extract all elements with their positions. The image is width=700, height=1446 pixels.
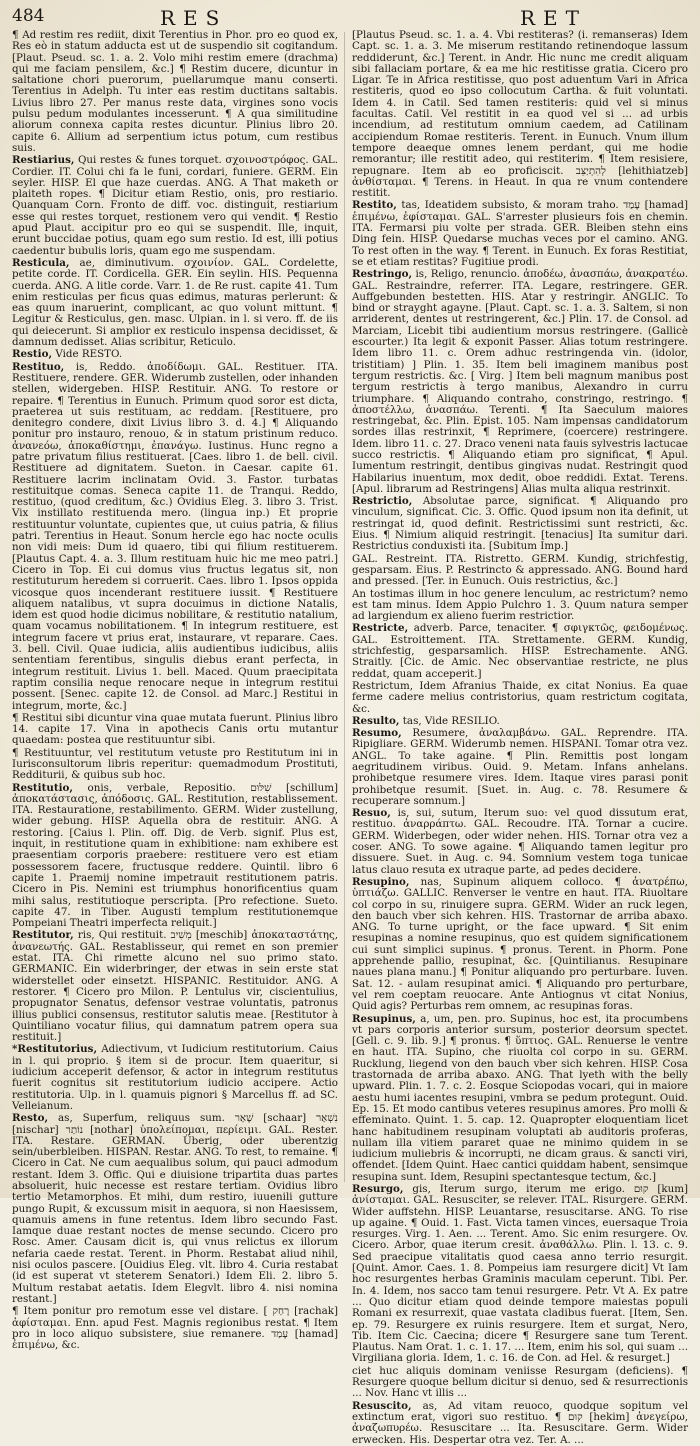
entry-headword: Restiarius, bbox=[12, 154, 75, 167]
entry-headword: Restituo, bbox=[12, 360, 65, 373]
page-number: 484 bbox=[12, 6, 45, 26]
entry-text: Qui restes & funes torquet. σχοινοστρόφος. GAL. Cordier. IT. Colui chi fa le funi, cordari, funiere. GERM. Ein seyler. HISP. El que haze cuerdas. ANG. A That maketh or plaiteth ropes. ¶ Dicitur etiam Restio, onis, pro restiario. Quanquam Corn. Fronto de diff. voc. distinguit, restiarium esse qui restes torquet, restionem vero qui vendit. ¶ Restio apud Plaut. accipitur pro eo qui se suspendit. Ille, inquit, erunt buccidae potius, quam ego sum restio. Id est, illi potius caedentur bubulis loris, quam ego me suspendam. bbox=[12, 154, 338, 257]
entry-text: Restrictum, Idem Afranius Thaide, ex citat Nonius. Ea quae ferme cadere melius contristorius, quam restrictum cogitata, &c. bbox=[352, 679, 688, 715]
dictionary-entry bbox=[352, 716, 688, 727]
entry-text: ciet huc aliquis dominam veniisse Resurgam (deficiens). ¶ Resurgere quoque bellum dicitur si denuo, sed & resurrectionis ... Nov. Hanc vt illis ... bbox=[352, 1364, 688, 1400]
dictionary-entry bbox=[12, 930, 338, 1043]
entry-text: tas, Vide RESILIO. bbox=[402, 714, 500, 727]
dictionary-entry bbox=[12, 1044, 338, 1112]
entry-text: GAL. Restreint. ITA. Ristretto. GERM. Kundig, strichfestig, gesparsam. Eius. P. Restrincto & appressado. ANG. Bound hard and pressed. [Ter. in Eunuch. Ouis restrictius, &c.] bbox=[352, 552, 688, 588]
entry-text: as, Ad vitam reuoco, quodque sopitum vel extinctum erat, vigori suo restituo. ¶ קוּם [hekim] ἀνεγείρω, ἀναζωπυρέω. Resuscitare ... Ita. Resuscitare. Germ. Wider erwecken. His. Despertar otra vez. Ter. A. ... bbox=[352, 1399, 689, 1446]
dictionary-entry bbox=[352, 1014, 688, 1183]
entry-headword: Resto, bbox=[12, 1112, 49, 1125]
entry-text: tas, Ideatidem subsisto, & moram traho. עָמַד [hamad] ἐπιμένω, ἐφίσταμαι. GAL. S'arrester plusieurs fois en chemin. ITA. Fermarsi piu volte per strada. GER. Bleiben stehn eins Ding fein. HISP. Quedarse muchas veces por el camino. ANG. To rest often in the way. ¶ Terent. in Eunuch. Ex foras Restitiat, se et etiam restitas? Fugitiue prodi. bbox=[352, 199, 688, 268]
entry-text: ¶ Restitui sibi dicuntur vina quae mutata fuerunt. Plinius libro 14. capite 17. Vina in apothecis Canis ortu mutantur quaedam: postea que restituuntur sibi. bbox=[12, 711, 338, 747]
entry-text: An tostimas illum in hoc genere lenculum, ac restrictum? nemo est tam minus. Idem Appio Pulchro 1. 3. Quum natura semper ad largiendum ex alieno fuerim restrictior. bbox=[352, 587, 688, 623]
entry-text: ¶ Restituuntur, vel restitutum vetuste pro Restitutum ini in Iurisconsultorum libris reperitur: quemadmodum Prostituti, Redditurii, & quibus sub hoc. bbox=[12, 746, 338, 782]
entry-headword: Resuo, bbox=[352, 807, 391, 820]
entry-headword: Restitutor, bbox=[12, 929, 74, 942]
dictionary-entry bbox=[352, 808, 688, 876]
dictionary-entry bbox=[12, 783, 338, 930]
dictionary-entry bbox=[352, 496, 688, 552]
entry-headword: Resticula, bbox=[12, 256, 70, 269]
entry-headword: Restitutio, bbox=[12, 781, 73, 794]
entry-text: ¶ Ad restim res rediit, dixit Terentius in Phor. pro eo quod ex, Res eò in statum adducta est ut de suspendio sit cogitandum. [Plaut. Pseud. sc. 1. a. 2. Volo mihi restim emere (drachma) qui me faciam pensilem, &c.] ¶ Restim ducere, dicuntur in saltatione chori puerorum, puellarumque manu conserti. Terentius in Adelph. Tu inter eas restim ductitans saltabis. Livius libro 27. Per manus reste data, virgines sono vocis pulsu pedum modulantes incesserunt. ¶ A qua similitudine aliorum connexa capita restes dicuntur. Plinius libro 20. capite 6. Allium ad serpentium ictus potum, cum restibus suis. bbox=[12, 29, 338, 154]
entry-text: Absolutae parce, significat. ¶ Aliquando pro vinculum, significat. Cic. 3. Offic. Quod ipsum non ita definit, ut restringat id, quod definit. Restrictissimi sunt restricti, &c. Eius. ¶ Nimium aliquid restringit. [tenacius] Ita sumitur dari. Restrictius conduxisti ita. [Subitum Imp.] bbox=[352, 495, 688, 553]
dictionary-entry bbox=[352, 1184, 688, 1365]
entry-text: Vide RESTO. bbox=[55, 348, 123, 361]
entry-text: ae, diminutivum. σχοινίον. GAL. Cordelette, petite corde. IT. Cordicella. GER. Ein seylin. HIS. Pequenna cuerda. ANG. A litle corde. Varr. 1. de Re rust. capite 41. Tum enim resticulas per ficus quas edimus, maturas perlerunt: & eas quum inaruerint, complicant, ac quo volunt mittunt. ¶ Legitur & Resticulus, gen. masc. Ulpian. in l. si vero. ff. de iis qui deiecerunt. Si amplior ex resticulo inspensa decidisset, & damnum dedisset. Alias scribitur, Reticulo. bbox=[12, 256, 338, 349]
dictionary-entry bbox=[12, 1113, 338, 1305]
entry-text: Adiectivum, vt Iudicium restitutorium. Caius in l. qui proprio. § item si de procur. Item quaeritur, si iudicium acceperit defensor, & actor in integrum restitutus fuerit cognitus sit restitutorium iudicio accipere. Actio restitutoria. Ulp. in l. quamuis pignori § Marcellus ff. ad SC. Velleianum. bbox=[12, 1043, 338, 1112]
dictionary-entry bbox=[352, 623, 688, 679]
dictionary-entry bbox=[12, 258, 338, 348]
entry-text: ¶ Item ponitur pro remotum esse vel distare. [ רָחַק [rachak] ἀφίσταμαι. Enn. apud Fest. Magnis regionibus restat. ¶ Item pro in loco aliquo subsistere, siue remanere. עָמַד [hamad] ἐπιμένω, &c. bbox=[12, 1305, 338, 1352]
dictionary-entry bbox=[352, 681, 688, 715]
entry-headword: Resurgo, bbox=[352, 1182, 404, 1195]
entry-text: is, Religo, renuncio. ἀποδέω, ἀνασπάω, ἀνακρατέω. GAL. Restraindre, referrer. ITA. Legare, restringere. GER. Auffgebunden bestetten. HIS. Atar y restringir. ANGLIC. To bind or strayght agayne. [Plaut. Capt. sc. 1. a. 3. Saltem, si non arriderent, dentes ut restringerent, &c.] Plin. 17. de Consol. ad Marciam, Licebit tibi audientium morsus restringere. (Gallicè escourter.) Ita legit & exponit Passer. Alias totum restringere. Idem libro 11. c. Orem adhuc restringenda vin. (idolor, tristitiam) ] Plin. 1. 35. Item beli imaginem manibus post tergum restrictis. &c. [ Virg. ] Item beli magnum manibus post tergum restrictis à tergo manibus, Alexandro in curru triumphare. ¶ Aliquando contraho, constringo, restringo. ¶ ἀποστέλλω, ἀνασπάω. Terenti. ¶ Ita Saeculum maiores restringebat, &c. Plin. Epist. 105. Nam impensas candidatorum sordes illas restrinxit, ¶ Reprimere, (coercere) restringere. Idem. libro 11. c. 27. Draco veneni nata fauis sylvestris lactucae succo restrictis. ¶ Aliquando etiam pro significat, ¶ Apul. Iumentum restringit, dentibus gingivas nudat. Restringit quod Habilarius inuentum, mox dedit, oboe reddidi. Extat. Terens. [Apul. librarum ad Restringens] Alias multa aliqua restrinxit. bbox=[352, 268, 688, 495]
entry-headword: Resulto, bbox=[352, 714, 400, 727]
dictionary-entry bbox=[352, 200, 688, 268]
column-divider bbox=[344, 32, 345, 1182]
dictionary-entry bbox=[12, 155, 338, 257]
dictionary-entry bbox=[352, 30, 688, 199]
dictionary-entry bbox=[12, 30, 338, 154]
entry-text: onis, verbale, Repositio. שִׁלּוּם [schillum] ἀποκατάστασις, ἀπόδοσις. GAL. Restitution, restablissement. ITA. Restauratione, restabilimento. GERM. Wider zustellung, wider gebung. HISP. Aquella obra de restituir. ANG. A restoring. [Caius l. Plin. off. Dig. de Verb. signif. Plus est, inquit, in restitutione quam in exhibitione: nam exhibere est praesentiam corporis praebere: restituere vero est etiam possessorem facere, fructusque reddere. Quintil. libro 6 capite 1. Praemij nomine impetrauit restitutionem patris. Cicero in Pis. Nemini est triumphus honorificentius quam mihi salus, restitutioque perscripta. [Pro refectione. Sueto. capite 47. in Tiber. Augusti templum restitutionemque Pompeiani Theatri imperfecta reliquit.] bbox=[12, 781, 338, 930]
right-column bbox=[352, 29, 689, 1446]
entry-headword: Restito, bbox=[352, 199, 397, 212]
dictionary-entry bbox=[12, 1306, 338, 1351]
left-column bbox=[12, 29, 338, 1352]
dictionary-entry bbox=[12, 362, 338, 712]
entry-headword: Resumo, bbox=[352, 727, 402, 740]
dictionary-entry bbox=[352, 1366, 688, 1400]
entry-text: nas, Supinum aliquem colloco. ¶ ἀνατρέπω, ὑπτιάζω. GALLIC. Renverser le ventre en haut. ITA. Riuoltare col corpo in su, rinuigere supra. GERM. Wider an ruck legen, den bauch vber sich kehren. HIS. Trastornar de arriba abaxo. ANG. To turne upright, or the face upward. ¶ Sit enim resupinas a nomine resupinus, quo est quidem significationem cui sunt simplici supinus. ¶ pronus. Terent. in Phorm. Pone apprehende pallio, resupinat, &c. [Quintilianus. Resupinare naues plana manu.] ¶ Ponitur aliquando pro perturbare. Iuven. Sat. 12. - aulam resupinat amici. ¶ Aliquando pro perturbare, vel rem coeptam reuocare. Ante Antiognus vt citat Nonius, Quid agis? Perturbas rem omnem, ac resupinas foras. bbox=[352, 875, 688, 1013]
running-head-right: RET bbox=[520, 6, 587, 30]
dictionary-entry bbox=[352, 589, 688, 623]
entry-text: [Plautus Pseud. sc. 1. a. 4. Vbi restiteras? (i. remanseras) Idem Capt. sc. 1. a. 3. Me miserum restitando retinendoque lassum reddiderunt, &c.] Terent. in Andr. Hic nunc me credit aliquam sibi fallaciam portare, & ea me hic restitisse gratia. Cicero pro Ligar. Te in Africa restitisse, quo post aduentum Vari in Africa restiteris, quod eo ipso collocutum Cartha. & fuit voluntati. Idem 4. in Catil. Sed tamen restiteris: quid vel si minus facultas. Catil. Vel restitit in ea quod vel si ... ad urbis incendium, ad restitutum omnium caedem, ad Catilinam accipiendum Romae restiteris. Terent. in Eunuch. Vnum illum tempore deaeque omnes lenem perdant, qui me hodie remorantur; ille restitit adeo, qui restiterim. ¶ Item resisiere, repugnare. Item ab eo proficiscit. לְהִתְיַצֵּב [lehithiatzeb] ἀνθίσταμαι. ¶ Terens. in Heaut. In qua re vnum contendere restitit. bbox=[352, 29, 688, 200]
entry-text: gis, Iterum surgo, iterum me erigo. קוּם [kum] ἀνίσταμαι. GAL. Resusciter, se relever. ITAL. Risurgere. GERM. Wider auffstehn. HISP. Leuantarse, resuscitarse. ANG. To rise up againe. ¶ Ouid. 1. Fast. Victa tamen vinces, euersaque Troia resurges. Virg. 1. Aen. ... Terent. Amo. Sic enim resurgere. Ov. Cicero. Arbor, quae iterum cresit. ἀναθάλλω. Plin. l. 13. c. 9. Sed praecipue vitalitatis quod caesa anno terrio resurgit. [Quint. Amor. Caes. 1. 8. Pompeius iam resurgere dicit] Vt Iam hoc resurgentes herbas Graminis maculam ceperunt. Tibi. Per. In. 4. Idem, nos sacco tam tenui resurgere. Petr. Vt A. Ex patre ... Quo dicitur etiam quod deinde tempore maiestas populi Romani ex resurrexit, quae vastata cladibus fuerat. [Item, Sen. ep. 79. Resurgere ex ruinis resurgere. Item et surgat, Nero, Tib. Item Cic. Caecina; dicere ¶ Resurgere sane tum Terent. Plautus. Nam Orat. 1. c. 1. 17. ... Item, enim his sol, qui suam ... Virgiliana gloria. Idem, 1. c. 16. de Con. ad Hel. & resurget.] bbox=[352, 1182, 688, 1365]
entry-headword: Restricte, bbox=[352, 622, 409, 635]
entry-text: ris, Qui restituit. מְשִׁיב [meschib] ἀποκαταστάτης, ἀνανεωτής. GAL. Restablisseur, qui remet en son premier estat. ITA. Chi rimette alcuno nel suo primo stato. GERMANIC. Ein widerbringer, der etwas in sein erste stat widerstellet oder einsetzt. HISPANIC. Restituidor. ANG. A restorer. ¶ Cicero pro Milon. P. Lentulus vir, ciscientulius, propugnator Senatus, defensor vestrae voluntatis, patronus illius publici consensus, restitutor salutis meae. [Restitutor à Quintiliano vocatur filius, qui damnatum patrem opera sua restituit.] bbox=[12, 929, 338, 1044]
entry-text: is, Reddo. ἀποδίδωμι. GAL. Restituer. ITA. Restituere, rendere. GER. Widerumb zustellen, oder inhanden stellen, widergeben. HISP. Restituir. ANG. To restore or repaire. ¶ Terentius in Eunuch. Primum quod soror est dicta, praeterea ut suis restituam, ac reddam. [Restituere, pro denitegro condere, dixit Livius libro 3. d. 4.] ¶ Aliquando ponitur pro instauro, renouo, & in statum pristinum reduco. ἀνανεόω, ἀποκαθίστημι, ἐπανάγω. Iustinus. Hunc regno a patre privatum filius restituerat. [Caes. libro 1. de bell. civil. Restituere ad dignitatem. Sueton. in Caesar. capite 61. Restituere lacrim inclinatam Ovid. 3. Fastor. turbatas restituitque comas. Seneca capite 11. de Tranqui. Reddo, restituo, (quod creditum, &c.) Ovidius Eleg. 3. libro 3. Trist. Vix instillato restituenda mero. (lingua inp.) Et proprie restituuntur voluntate, cupientes que, ut cuius patria, & filius patri. Terentius in Heaut. Sonum hercle ego hac nocte oculis non vidi meis: Dum id quaero, tibi qui filium restituerem. [Plautus Capt. 4. a. 3. Illum restituam huic hic me meo patri.] Cicero in Top. Ei cui domus vius fructus legatus sit, non restituturum heredem si corruerit. Caes. libro 1. Ipsos oppida vicosque quos incenderant restituere iussit. ¶ Restituere aliquem natalibus, vt supra docuimus in dictione Natalis, idem est quod hodie dicimus nobilitare, & restitutio natalium, quam vocamus nobilitationem. ¶ In integrum restituere, est integrum facere vt prius erat, instaurare, vt reparare. Caes. 3. bell. Civil. Quae iudicia, aliis audientibus iudicibus, aliis sententiam ferentibus, singulis diebus erant perfecta, in integrum restituit. Livius 1. bell. Maced. Quum praecipitata raptim consilia neque renocare neque in integrum restitui possent. [Senec. capite 12. de Consol. ad Marc.] Restitui in integrum, morte, &c.] bbox=[12, 360, 338, 712]
entry-text: as, Superfum, reliquus sum. שָׁאַר [schaar] נִשְׁאַר [nischar] נוֹתַר [nothar] ὑπολείπομαι, περίειμι. GAL. Rester. ITA. Restare. GERMAN. Überig, oder uberentzig sein/uberbleiben. HISPAN. Restar. ANG. To rest, to remaine. ¶ Cicero in Cat. Ne cum aequalibus solum, qui pauci admodum restant. Idem 3. Offic. Qui e diuisione tripartita duas partes absoluerit, huic necesse est restare tertiam. Ovidius libro tertio Metamorphos. Et mihi, dum restiro, iuuenili gutture pungo Rupit, & excussum misit in aequora, si non Haesissem, quamuis amens in fune retentus. Idem libro secundo Fast. Iamque duae restant noctes de mense secundo. Cicero pro Rosc. Amer. Causam dicit is, qui vnus relictus ex illorum nefaria caede restat. Terent. in Phorm. Restabat aliud nihil, nisi oculos pascere. [Ouidius Eleg. vlt. libro 4. Curia restabat (id est superat vt steterem Senatori.) Idem Eli. 2. libro 5. Multum restabat aetatis. Idem Elegvlt. libro 4. nisi nomina restant.] bbox=[12, 1112, 338, 1305]
entry-headword: *Restitutorius, bbox=[12, 1043, 98, 1056]
entry-headword: Restringo, bbox=[352, 268, 413, 281]
entry-headword: Restio, bbox=[12, 348, 53, 361]
dictionary-entry bbox=[352, 269, 688, 495]
entry-headword: Resupinus, bbox=[352, 1012, 416, 1025]
dictionary-entry bbox=[352, 728, 688, 807]
entry-headword: Resupino, bbox=[352, 875, 410, 888]
entry-headword: Resuscito, bbox=[352, 1399, 412, 1412]
dictionary-entry bbox=[352, 554, 688, 588]
entry-text: a, um, pen. pro. Supinus, hoc est, ita procumbens vt pars corporis anterior sursum, posterior deorsum spectet. [Gell. c. 9. lib. 9.] ¶ pronus. ¶ ὕπτιος. GAL. Renuerse le ventre en haut. ITA. Supino, che riuolta col corpo in su. GERM. Rucklung, liegend von den bauch vber sich kehren. HISP. Cosa trastornada de arriba abaxo. ANG. That lyeth with the belly upward. Plin. 1. 7. c. 2. Eosque Sciopodas vocari, qui in maiore aestu humi iacentes resupini, vmbra se pedum protegunt. Ouid. Ep. 15. Et modo cantibus veteres resupinus amores. Pro molli & effeminato. Quint. 1. 5. cap. 12. Quapropter eloquentiam licet hanc habitudinem resupinam voluptati ab auditoris proferas, nullam illa vitiem pararet quae ne minimo quidem in se iudicium muliebris & incorrupti, ne dicam graus. & sancti viri, offendet. [Idem Quint. Haec cantici quiddam habent, sensimque resupina sunt. Idem, Resupini spectantesque tectum, &c.] bbox=[352, 1012, 689, 1183]
entry-text: Resumere, ἀναλαμβάνω. GAL. Reprendre. ITA. Ripigliare. GERM. Widerumb nemen. HISPANI. Tomar otra vez. ANGL. To take againe. ¶ Plin. Remittis post longam aegritudinem viribus. Ouid. 9. Metam. Infans anhelans. prohibetque resumere vires. Idem. Itaque vires parasi ponit prohibetque resumit. [Suet. in. Aug. c. 78. Resumere & recuperare somnum.] bbox=[352, 727, 688, 807]
dictionary-entry bbox=[352, 1401, 688, 1446]
running-head-left: RES bbox=[160, 6, 228, 30]
dictionary-entry bbox=[12, 713, 338, 747]
entry-text: adverb. Parce, tenaciter. ¶ σφιγκτῶς, φειδομένως. GAL. Estroittement. ITA. Strettamente. GERM. Kundig, strichfestig, gesparsamlich. HISP. Estrechamente. ANG. Straitly. [Cic. de Amic. Nec observantiae restricte, ne plus reddat, quam acceperit.] bbox=[352, 622, 688, 680]
entry-text: is, sui, sutum, Iterum suo: vel quod dissutum erat, restituo. ἀναρράπτω. GAL. Recoudre. ITA. Tornar a cucire. GERM. Widerbegen, oder wider nehen. HIS. Tornar otra vez a coser. ANG. To sowe againe. ¶ Aliquando tamen legitur pro dissuere. Suet. in Aug. c. 94. Somnium vestem toga tunicae latus clauo resuta ex utraque parte, ad pedes decidere. bbox=[352, 807, 689, 876]
dictionary-entry bbox=[352, 877, 688, 1013]
entry-headword: Restrictio, bbox=[352, 495, 413, 508]
dictionary-entry bbox=[12, 349, 338, 360]
dictionary-entry bbox=[12, 748, 338, 782]
